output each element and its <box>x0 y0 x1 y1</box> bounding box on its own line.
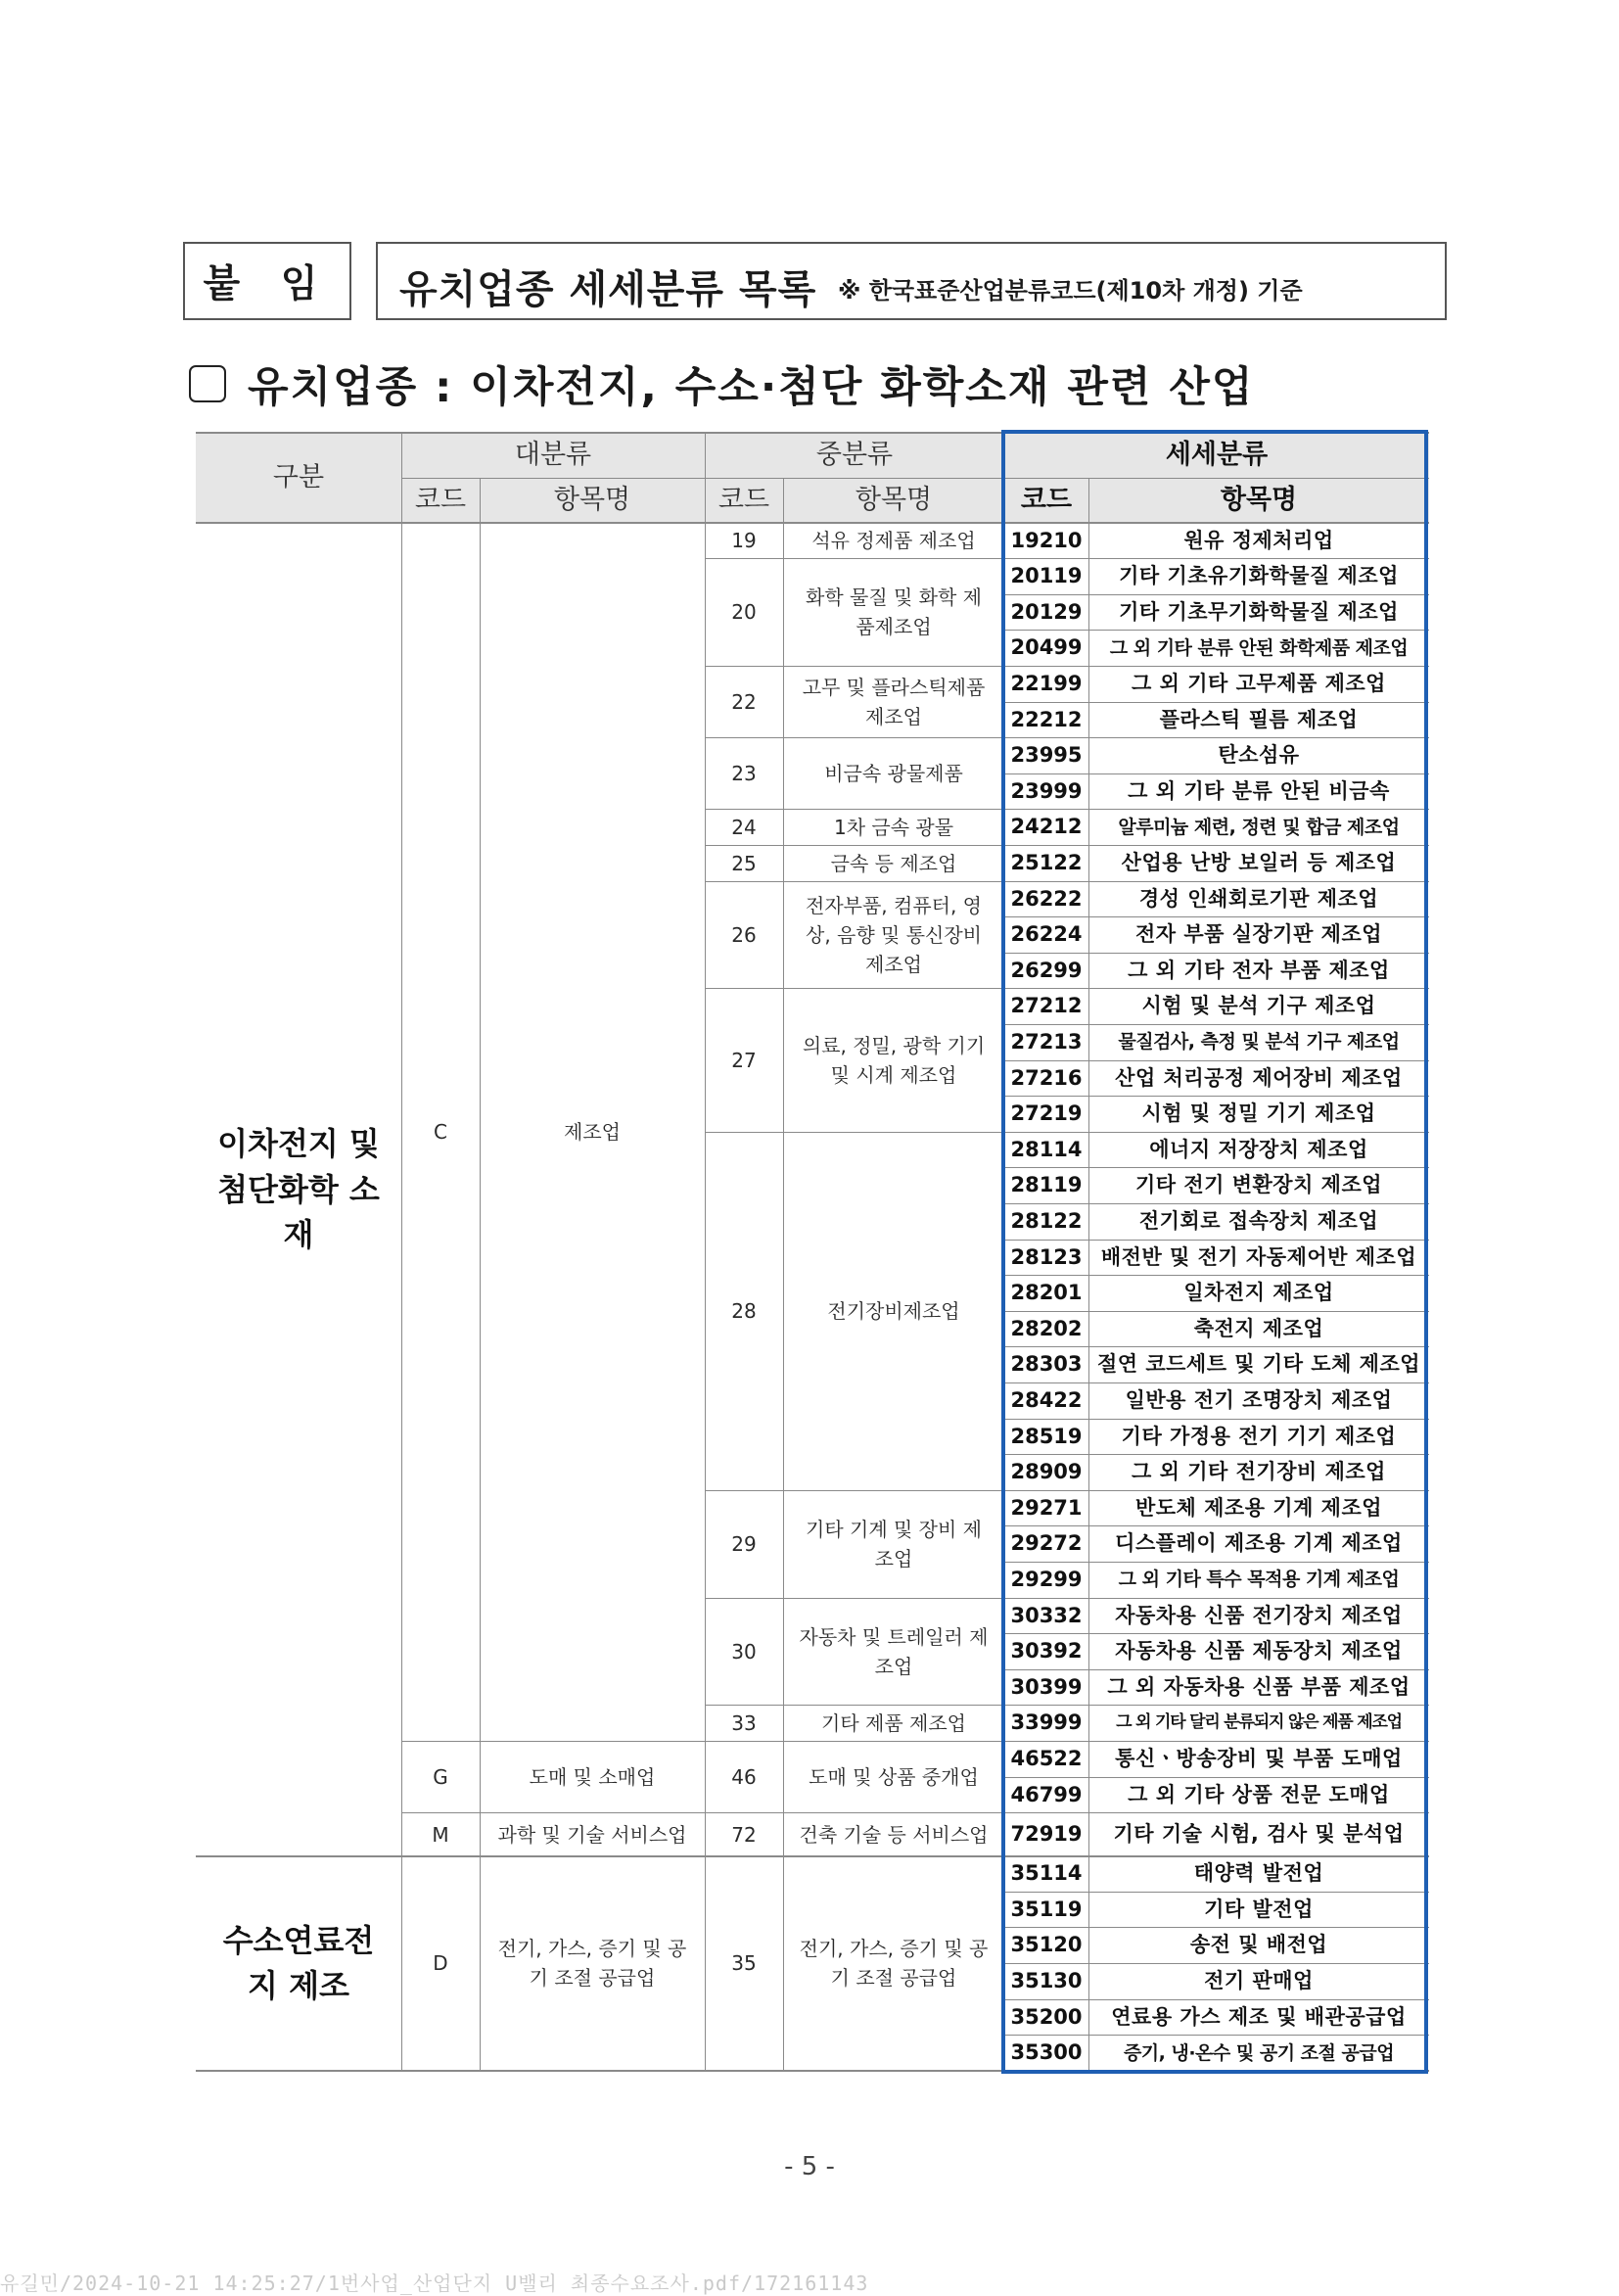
detail-code: 72919 <box>1010 1821 1083 1846</box>
detail-item-name: 전기회로 접속장치 제조업 <box>1138 1208 1379 1233</box>
table-rule <box>401 433 402 2071</box>
major-code: M <box>432 1822 449 1847</box>
middle-code: 20 <box>731 600 757 625</box>
detail-item-name: 절연 코드세트 및 기타 도체 제조업 <box>1096 1352 1421 1377</box>
middle-name: 전기장비제조업 <box>827 1299 960 1324</box>
middle-name: 전기, 가스, 증기 및 공기 조절 공급업 <box>799 1937 989 1991</box>
detail-code: 23995 <box>1010 743 1083 768</box>
detail-code: 26299 <box>1010 958 1083 982</box>
middle-name: 기타 제품 제조업 <box>821 1711 966 1736</box>
detail-item-name: 배전반 및 전기 자동제어반 제조업 <box>1100 1244 1417 1269</box>
detail-item-name: 반도체 제조용 기계 제조업 <box>1134 1495 1383 1520</box>
middle-name: 건축 기술 등 서비스업 <box>799 1822 989 1847</box>
major-code: G <box>433 1764 448 1789</box>
detail-code: 29272 <box>1010 1531 1083 1556</box>
middle-code: 72 <box>731 1822 757 1847</box>
attachment-label: 붙 임 <box>203 262 332 306</box>
middle-name: 자동차 및 트레일러 제조업 <box>799 1624 989 1678</box>
detail-code: 28119 <box>1010 1173 1083 1197</box>
detail-item-name: 일차전지 제조업 <box>1183 1281 1334 1305</box>
detail-code: 26222 <box>1010 886 1083 911</box>
detail-item-name: 송전 및 배전업 <box>1189 1933 1328 1957</box>
detail-item-name: 디스플레이 제조용 기계 제조업 <box>1115 1531 1403 1556</box>
header-major: 대분류 <box>401 433 705 478</box>
header-middle-item: 항목명 <box>783 478 1004 523</box>
detail-code: 28123 <box>1010 1244 1083 1269</box>
detail-code: 28201 <box>1010 1281 1083 1305</box>
detail-item-name: 플라스틱 필름 제조업 <box>1159 707 1359 731</box>
middle-code: 46 <box>731 1764 757 1789</box>
detail-item-name: 태양력 발전업 <box>1193 1861 1324 1886</box>
table-rule <box>783 478 784 2071</box>
middle-code: 19 <box>731 529 757 553</box>
detail-code: 26224 <box>1010 922 1083 947</box>
detail-item-name: 전자 부품 실장기판 제조업 <box>1134 922 1383 947</box>
major-code: C <box>434 1120 447 1145</box>
detail-code: 35119 <box>1010 1897 1083 1921</box>
middle-code: 24 <box>731 816 757 840</box>
detail-item-name: 그 외 기타 특수 목적용 기계 제조업 <box>1118 1569 1400 1591</box>
detail-item-name: 시험 및 분석 기구 제조업 <box>1141 994 1376 1018</box>
middle-name: 1차 금속 광물 <box>833 816 954 840</box>
major-name: 전기, 가스, 증기 및 공기 조절 공급업 <box>497 1937 687 1991</box>
detail-item-name: 원유 정제처리업 <box>1183 528 1334 552</box>
header-major-item: 항목명 <box>480 478 705 523</box>
detail-code: 20129 <box>1010 599 1083 624</box>
checkbox-icon <box>189 365 226 402</box>
middle-code: 35 <box>731 1951 757 1976</box>
detail-code: 25122 <box>1010 850 1083 874</box>
detail-code: 28122 <box>1010 1208 1083 1233</box>
detail-code: 30332 <box>1010 1603 1083 1627</box>
header-major-code: 코드 <box>401 478 480 523</box>
major-code: D <box>433 1951 448 1976</box>
middle-name: 화학 물질 및 화학 제품제조업 <box>806 586 982 639</box>
detail-code: 28519 <box>1010 1424 1083 1448</box>
detail-code: 30399 <box>1010 1674 1083 1699</box>
table-rule <box>480 478 481 2071</box>
detail-item-name: 그 외 기타 분류 안된 비금속 <box>1128 778 1390 803</box>
detail-code: 35130 <box>1010 1968 1083 1992</box>
detail-item-name: 그 외 기타 고무제품 제조업 <box>1132 671 1386 695</box>
detail-item-name: 연료용 가스 제조 및 배관공급업 <box>1111 2004 1407 2029</box>
header-detail-item: 항목명 <box>1088 478 1429 523</box>
detail-item-name: 에너지 저장장치 제조업 <box>1149 1137 1368 1161</box>
detail-code: 28303 <box>1010 1352 1083 1377</box>
middle-code: 26 <box>731 922 757 947</box>
middle-name: 고무 및 플라스틱제품 제조업 <box>802 675 986 728</box>
detail-code: 28202 <box>1010 1316 1083 1340</box>
detail-code: 30392 <box>1010 1639 1083 1663</box>
detail-item-name: 그 외 기타 분류 안된 화학제품 제조업 <box>1109 636 1409 659</box>
category-label: 이차전지 및 첨단화학 소재 <box>217 1125 380 1253</box>
header-detail: 세세분류 <box>1004 433 1429 478</box>
middle-name: 전자부품, 컴퓨터, 영상, 음향 및 통신장비 제조업 <box>806 893 982 976</box>
detail-code: 22212 <box>1010 707 1083 731</box>
detail-item-name: 기타 전기 변환장치 제조업 <box>1134 1173 1383 1197</box>
detail-code: 28422 <box>1010 1387 1083 1412</box>
detail-code: 20119 <box>1010 564 1083 588</box>
header-middle-code: 코드 <box>705 478 783 523</box>
middle-name: 도매 및 상품 중개업 <box>809 1764 979 1789</box>
detail-item-name: 전기 판매업 <box>1204 1968 1314 1992</box>
detail-code: 35114 <box>1010 1861 1083 1886</box>
middle-code: 33 <box>731 1711 757 1736</box>
detail-code: 46799 <box>1010 1782 1083 1806</box>
middle-name: 비금속 광물제품 <box>824 762 963 786</box>
title-box <box>376 242 1447 320</box>
detail-item-name: 그 외 기타 전자 부품 제조업 <box>1128 958 1390 982</box>
detail-item-name: 시험 및 정밀 기기 제조업 <box>1141 1101 1376 1126</box>
major-name: 과학 및 기술 서비스업 <box>497 1822 687 1847</box>
detail-item-name: 축전지 제조업 <box>1193 1316 1324 1340</box>
detail-item-name: 산업용 난방 보일러 등 제조업 <box>1121 850 1397 874</box>
middle-name: 기타 기계 및 장비 제조업 <box>806 1518 982 1571</box>
detail-code: 28909 <box>1010 1460 1083 1484</box>
category-label: 수소연료전지 제조 <box>222 1922 375 2005</box>
detail-code: 28114 <box>1010 1137 1083 1161</box>
middle-name: 금속 등 제조업 <box>830 851 957 875</box>
detail-item-name: 경성 인쇄회로기판 제조업 <box>1138 886 1379 911</box>
detail-code: 27219 <box>1010 1101 1083 1126</box>
section-heading <box>189 354 1254 413</box>
detail-item-name: 기타 기초무기화학물질 제조업 <box>1119 599 1399 624</box>
title-note: ※ 한국표준산업분류코드(제10차 개정) 기준 <box>838 277 1303 305</box>
detail-item-name: 기타 발전업 <box>1204 1897 1314 1921</box>
document-title: 유치업종 세세분류 목록 <box>399 267 817 312</box>
print-watermark: 유길민/2024-10-21 14:25:27/1번사업_산업단지 U밸리 최종수요조사.pdf/172161143 <box>0 2272 869 2295</box>
classification-table <box>196 433 1429 2075</box>
table-rule <box>401 478 1429 479</box>
attachment-label-box <box>183 242 351 320</box>
table-rule <box>705 433 706 2071</box>
detail-item-name: 증기, 냉·온수 및 공기 조절 공급업 <box>1123 2041 1395 2064</box>
middle-code: 23 <box>731 762 757 786</box>
major-name: 제조업 <box>564 1120 621 1145</box>
detail-code: 33999 <box>1010 1710 1083 1735</box>
detail-item-name: 그 외 기타 전기장비 제조업 <box>1132 1460 1386 1484</box>
detail-code: 35300 <box>1010 2040 1083 2065</box>
detail-item-name: 일반용 전기 조명장치 제조업 <box>1125 1387 1393 1412</box>
detail-item-name: 산업 처리공정 제어장비 제조업 <box>1115 1065 1403 1090</box>
table-rule <box>196 2070 1429 2072</box>
detail-code: 29299 <box>1010 1567 1083 1591</box>
detail-item-name: 알루미늄 제련, 정련 및 합금 제조업 <box>1118 816 1400 838</box>
detail-code: 35200 <box>1010 2004 1083 2029</box>
detail-item-name: 기타 가정용 전기 기기 제조업 <box>1121 1424 1397 1448</box>
detail-code: 23999 <box>1010 778 1083 803</box>
header-category: 구분 <box>196 433 401 523</box>
detail-code: 27213 <box>1010 1029 1083 1054</box>
detail-item-name: 그 외 자동차용 신품 부품 제조업 <box>1107 1674 1411 1699</box>
detail-code: 27216 <box>1010 1065 1083 1090</box>
detail-item-name: 그 외 기타 상품 전문 도매업 <box>1128 1782 1390 1806</box>
detail-code: 29271 <box>1010 1495 1083 1520</box>
middle-code: 22 <box>731 689 757 714</box>
detail-code: 19210 <box>1010 528 1083 552</box>
table-rule <box>1004 433 1005 2071</box>
page-number: - 5 - <box>784 2152 835 2181</box>
detail-item-name: 물질검사, 측정 및 분석 기구 제조업 <box>1118 1031 1400 1054</box>
detail-code: 22199 <box>1010 671 1083 695</box>
detail-code: 46522 <box>1010 1746 1083 1770</box>
table-rule <box>196 432 1429 434</box>
detail-code: 35120 <box>1010 1933 1083 1957</box>
detail-item-name: 기타 기초유기화학물질 제조업 <box>1119 564 1399 588</box>
section-title: 유치업종 : 이차전지, 수소·첨단 화학소재 관련 산업 <box>248 362 1255 412</box>
detail-item-name: 자동차용 신품 제동장치 제조업 <box>1115 1639 1403 1663</box>
detail-code: 24212 <box>1010 815 1083 839</box>
middle-name: 의료, 정밀, 광학 기기 및 시계 제조업 <box>802 1033 986 1087</box>
middle-code: 30 <box>731 1639 757 1663</box>
detail-item-name: 통신ㆍ방송장비 및 부품 도매업 <box>1115 1746 1403 1770</box>
middle-code: 28 <box>731 1299 757 1324</box>
detail-code: 20499 <box>1010 635 1083 660</box>
detail-code: 27212 <box>1010 994 1083 1018</box>
middle-code: 29 <box>731 1532 757 1557</box>
middle-name: 석유 정제품 제조업 <box>811 529 976 553</box>
header-detail-code: 코드 <box>1004 478 1088 523</box>
detail-item-name: 기타 기술 시험, 검사 및 분석업 <box>1113 1821 1405 1846</box>
major-name: 도매 및 소매업 <box>529 1764 656 1789</box>
middle-code: 25 <box>731 851 757 875</box>
detail-item-name: 그 외 기타 달리 분류되지 않은 제품 제조업 <box>1116 1712 1402 1733</box>
detail-item-name: 탄소섬유 <box>1218 743 1300 768</box>
table-rule <box>1088 478 1089 2071</box>
middle-code: 27 <box>731 1048 757 1072</box>
header-middle: 중분류 <box>705 433 1004 478</box>
detail-item-name: 자동차용 신품 전기장치 제조업 <box>1115 1603 1403 1627</box>
